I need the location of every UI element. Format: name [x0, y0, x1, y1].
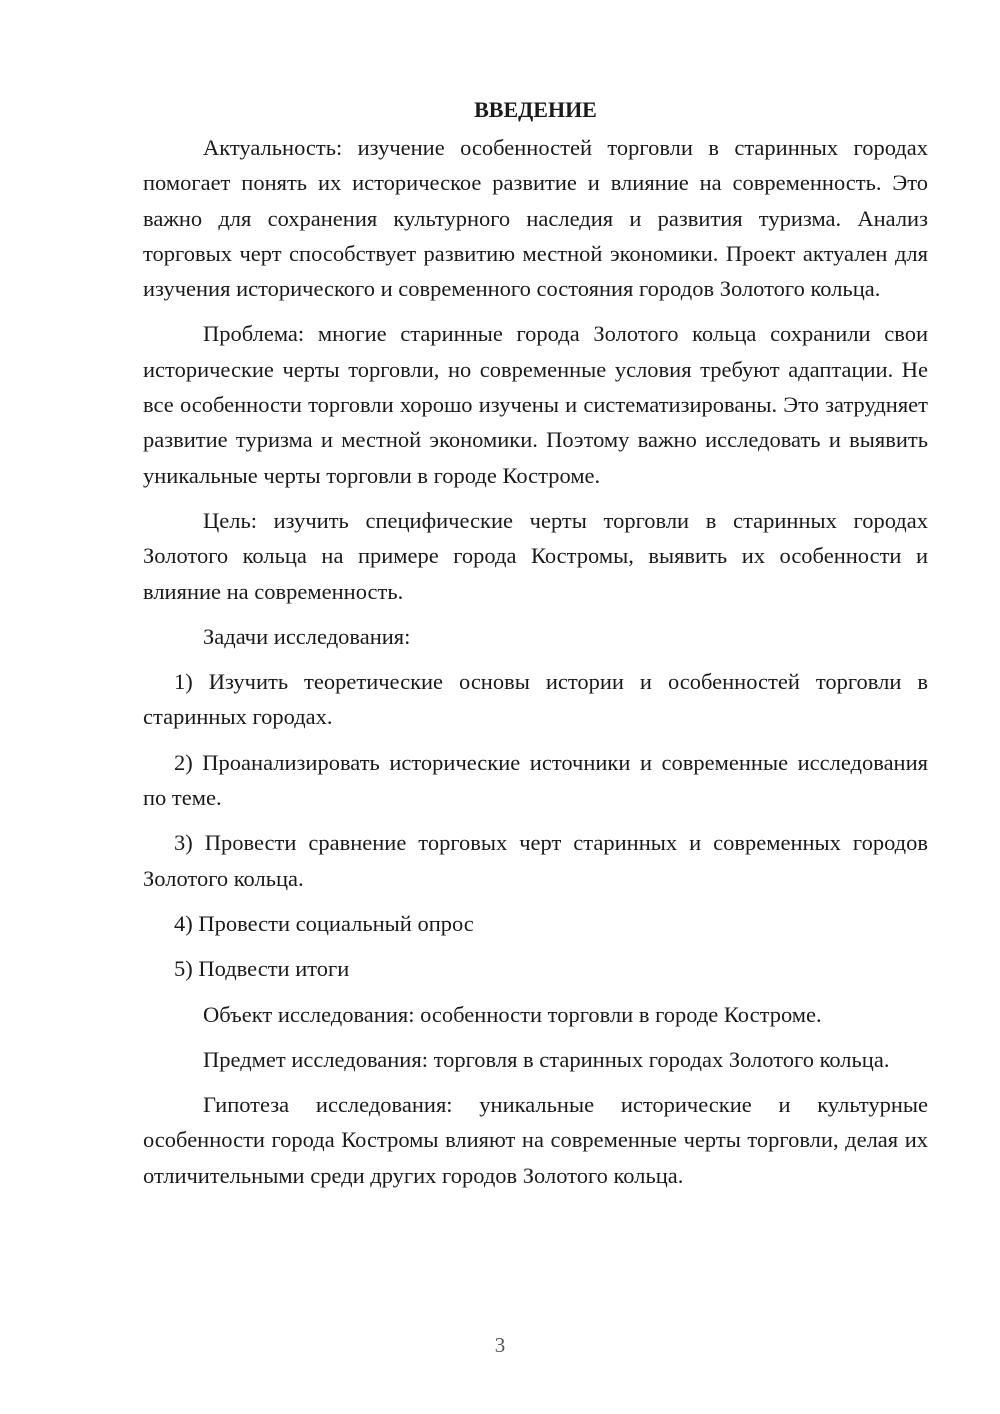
tasks-heading: Задачи исследования:: [203, 623, 411, 649]
goal-paragraph: Цель: изучить специфические черты торговли в старинных городах Золотого кольца на примере города Костромы, выявить их особенности и влияние на современность.: [143, 507, 928, 604]
document-page: [143, 92, 928, 1203]
page-number: 3: [494, 1333, 506, 1357]
task-item-1: 1) Изучить теоретические основы истории и особенностей торговли в старинных городах.: [143, 669, 928, 730]
relevance-paragraph: Актуальность: изучение особенностей торговли в старинных городах помогает понять их историческое развитие и влияние на современность. Это важно для сохранения культурного наследия и развития туризма. Анализ торговых черт способствует развитию местной экономики. Проект актуален для изучения исторического и современного состояния городов Золотого кольца.: [143, 135, 928, 302]
subject-paragraph: Предмет исследования: торговля в старинных городах Золотого кольца.: [203, 1046, 890, 1072]
task-item-3: 3) Провести сравнение торговых черт старинных и современных городов Золотого кольца.: [143, 830, 928, 891]
task-item-5: 5) Подвести итоги: [174, 956, 350, 982]
task-item-4: 4) Провести социальный опрос: [174, 910, 474, 936]
section-title: ВВЕДЕНИЕ: [474, 97, 597, 122]
problem-paragraph: Проблема: многие старинные города Золотого кольца сохранили свои исторические черты торговли, но современные условия требуют адаптации. Не все особенности торговли хорошо изучены и систематизированы. Это затрудняет развитие туризма и местной экономики. Поэтому важно исследовать и выявить уникальные черты торговли в городе Костроме.: [143, 321, 928, 488]
task-item-2: 2) Проанализировать исторические источники и современные исследования по теме.: [143, 749, 928, 811]
object-paragraph: Объект исследования: особенности торговли в городе Костроме.: [203, 1001, 822, 1027]
hypothesis-paragraph: Гипотеза исследования: уникальные исторические и культурные особенности города Костромы влияют на современные черты торговли, делая их отличительными среди других городов Золотого кольца.: [143, 1092, 928, 1188]
